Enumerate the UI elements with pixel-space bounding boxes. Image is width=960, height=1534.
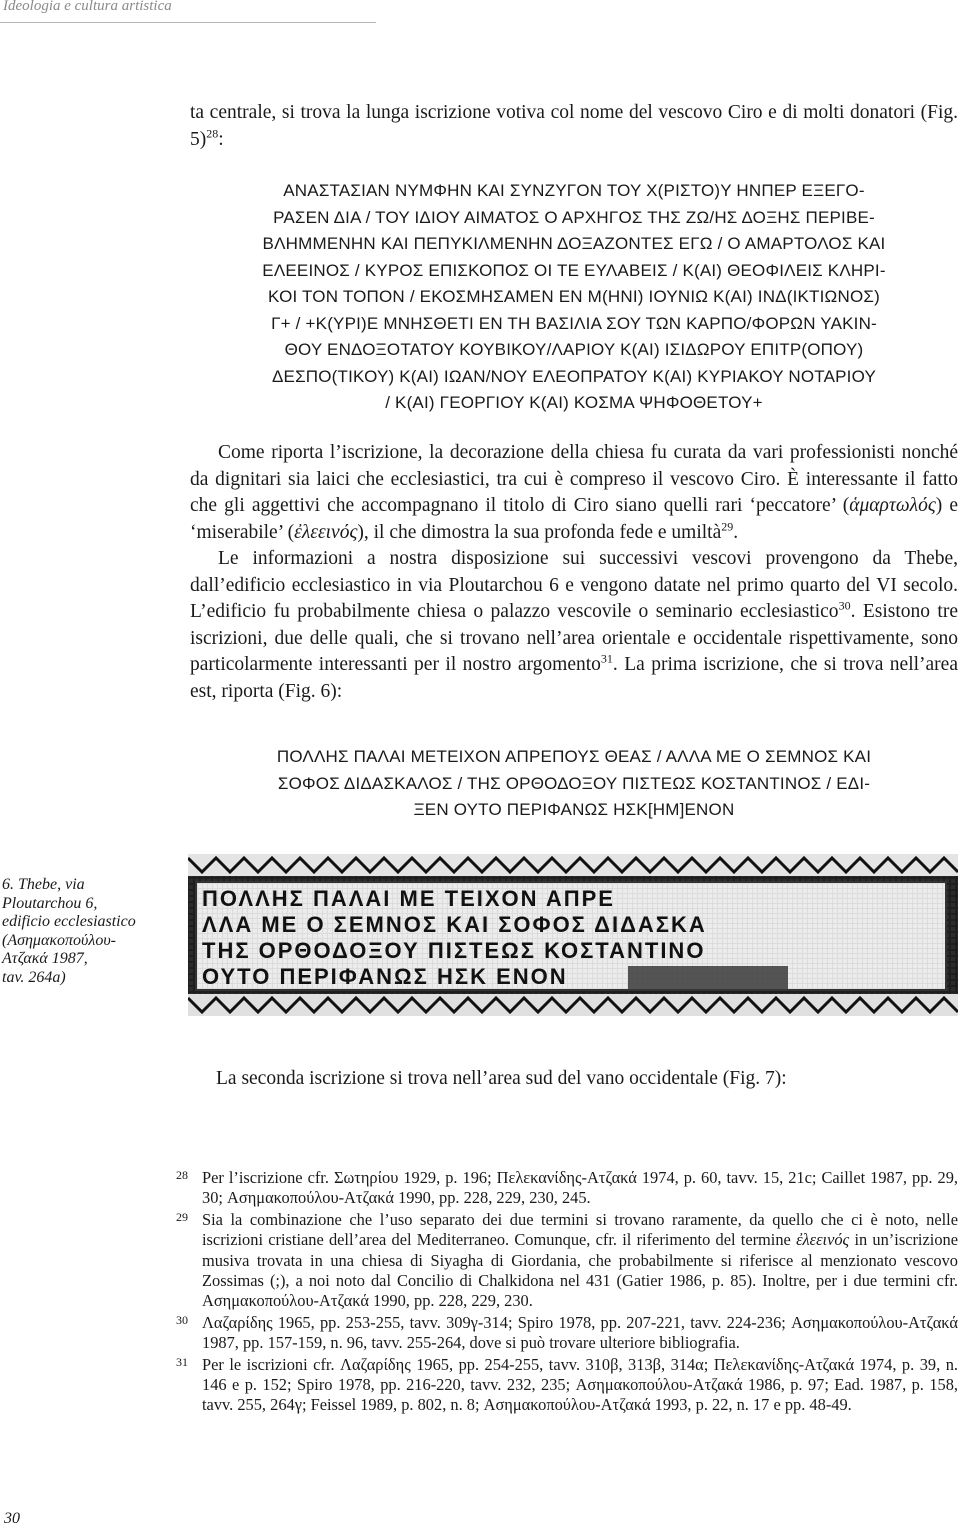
footnote-text: in un’iscrizione musiva trovata in una chiesa di Siyagha di Giordania, che probabilmente si riferisce al menzionato vescovo Zossimas (;), a noi noto dal Concilio di Chalkidona nel 431 (Gatier 1986, p. 85). Inoltre, per i due termini cfr. Ασημακοπούλου-Ατζακά 1990, pp. 228, 229, 230. [202, 1230, 958, 1311]
note-ref-28[interactable]: 28 [206, 126, 219, 140]
footnote-number: 28 [176, 1168, 188, 1182]
mosaic-text-line: ΠΟΛΛΗΣ ΠΑΛΑΙ ΜΕ ΤΕΙΧΟΝ ΑΠΡΕ [202, 886, 615, 911]
footnote-text: Sia la combinazione che l’uso separato dei due termini si trovano raramente, da quello che ci è noto, nelle iscrizioni cristiane dell’area del Mediterraneo. Comunque, cfr. il riferimento del termine [202, 1209, 958, 1250]
caption-line: (Ασημακοπούλου- [2, 931, 116, 949]
body-paragraphs [190, 440, 958, 705]
mosaic-photo [188, 854, 958, 1016]
para2-text: . La prima iscrizione, che si trova nell’area est, riporta (Fig. 6): [190, 654, 958, 702]
header-rule [0, 22, 376, 23]
caption-line: edificio ecclesiastico [2, 913, 136, 930]
inscription-line: ΘΟΥ ΕΝΔΟΞΟΤΑΤΟΥ ΚΟΥΒΙΚΟΥ/ΛΑΡΙΟΥ Κ(ΑΙ) ΙΣΙΔΩΡΟΥ ΕΠΙΤΡ(ΟΠΟΥ) [284, 340, 864, 359]
para3-text: La seconda iscrizione si trova nell’area sud del vano occidentale (Fig. 7): [216, 1068, 787, 1089]
intro-text: ta centrale, si trova la lunga iscrizione votiva col nome del vescovo Ciro e di molti donatori (Fig. 5) [190, 102, 958, 150]
inscription-line: ΡΑΣΕΝ ΔΙΑ / ΤΟΥ ΙΔΙΟΥ ΑΙΜΑΤΟΣ Ο ΑΡΧΗΓΟΣ ΤΗΣ ΖΩ/ΗΣ ΔΟΞΗΣ ΠΕΡΙΒΕ- [273, 207, 875, 227]
intro-tail: : [218, 128, 224, 150]
inscription-line: ΒΛΗΜΜΕΝΗΝ ΚΑΙ ΠΕΠΥΚΙΛΜΕΝΗΝ ΔΟΞΑΖΟΝΤΕΣ ΕΓΩ / Ο ΑΜΑΡΤΟΛΟΣ ΚΑΙ [262, 234, 886, 253]
note-ref-30[interactable]: 30 [838, 598, 851, 613]
para2-text: . Esistono tre iscrizioni, due delle quali, che si trovano nell’area orientale e occidentale rispettivamente, sono particolarmente interessanti per il nostro argomento [190, 601, 958, 675]
inscription-kostantinos [190, 744, 958, 824]
paragraph-1 [190, 440, 958, 546]
inscription-line: ΣΟΦΟΣ ΔΙΔΑΣΚΑΛΟΣ / ΤΗΣ ΟΡΘΟΔΟΞΟΥ ΠΙΣΤΕΩΣ ΚΟΣΤΑΝΤΙΝΟΣ / ΕΔΙ- [277, 773, 871, 793]
greek-term-eleeinos: ἐλεεινός [796, 1230, 850, 1250]
footnote-text: Λαζαρίδης 1965, pp. 253-255, tavv. 309γ-314; Spiro 1978, pp. 207-221, tavv. 224-236; Ασημακοπούλου-Ατζακά 1987, pp. 157-159, n. 96, tavv. 255-264, dove si può trovare ulteriore bibliografia. [202, 1312, 958, 1353]
paragraph-3 [216, 1066, 958, 1093]
mosaic-text-line: ΤΗΣ ΟΡΘΟΔΟΞΟΥ ΠΙΣΤΕΩΣ ΚΟΣΤΑΝΤΙΝΟ [202, 938, 706, 963]
caption-line: Ατζακά 1987, [2, 950, 88, 967]
inscription-line: ΕΛΕΕΙΝΟΣ / ΚΥΡΟΣ ΕΠΙΣΚΟΠΟΣ ΟΙ ΤΕ ΕΥΛΑΒΕΙΣ / Κ(ΑΙ) ΘΕΟΦΙΛΕΙΣ ΚΛΗΡΙ- [262, 260, 886, 280]
page-number: 30 [4, 1510, 20, 1527]
caption-line: 6. Thebe, via [2, 876, 85, 893]
inscription-line: ΚΟΙ ΤΟΝ ΤΟΠΟΝ / ΕΚΟΣΜΗΣΑΜΕΝ ΕΝ Μ(ΗΝΙ) ΙΟΥΝΙΩ Κ(ΑΙ) ΙΝΔ(ΙΚΤΙΩΝΟΣ) [268, 287, 880, 306]
para2-text: Le informazioni a nostra disposizione sui successivi vescovi provengono da Thebe, dall’edificio ecclesiastico in via Ploutarchou 6 e vengono datate nel primo quarto del VI secolo. L’edificio fu probabilmente chiesa o palazzo vescovile o seminario ecclesiastico [190, 548, 958, 622]
note-ref-29[interactable]: 29 [721, 519, 734, 533]
intro-paragraph [190, 100, 958, 153]
running-title: Ideologia e cultura artistica [3, 0, 172, 14]
footnote-number: 30 [176, 1312, 188, 1327]
paragraph-2 [190, 546, 958, 705]
greek-term-hamartolos: ἁμαρτωλός [849, 495, 936, 516]
footnotes [176, 1168, 958, 1417]
inscription-line: ΠΟΛΛΗΣ ΠΑΛΑΙ ΜΕΤΕΙΧΟΝ ΑΠΡΕΠΟΥΣ ΘΕΑΣ / ΑΛΛΑ ΜΕ Ο ΣΕΜΝΟΣ ΚΑΙ [276, 747, 872, 766]
footnote-text: Per l’iscrizione cfr. Σωτηρίου 1929, p. 196; Πελεκανίδης-Ατζακά 1974, p. 60, tavv. 15, 21c; Caillet 1987, pp. 29, 30; Ασημακοπούλου-Ατζακά 1990, pp. 228, 229, 230, 245. [202, 1168, 958, 1208]
mosaic-text-line: ΟΥΤΟ ΠΕΡΙΦΑΝΩΣ ΗΣΚ ΕΝΟΝ [202, 964, 568, 989]
inscription-line: Γ+ / +Κ(ΥΡΙ)Ε ΜΝΗΣΘΕΤΙ ΕΝ ΤΗ ΒΑΣΙΛΙΑ ΣΟΥ ΤΩΝ ΚΑΡΠΟ/ΦΟΡΩΝ ΥΑΚΙΝ- [271, 313, 877, 333]
figure-caption [2, 876, 162, 987]
footnote-number: 31 [176, 1354, 188, 1369]
caption-line: tav. 264a) [2, 968, 66, 986]
para1-text: . [733, 521, 739, 543]
mosaic-text-line: ΛΛΑ ΜΕ Ο ΣΕΜΝΟΣ ΚΑΙ ΣΟΦΟΣ ΔΙΔΑΣΚΑ [202, 912, 707, 937]
footnote-text: Per le iscrizioni cfr. Λαζαρίδης 1965, pp. 254-255, tavv. 310β, 313β, 314α; Πελεκανίδης-Ατζακά 1974, p. 39, n. 146 e p. 152; Spiro 1978, pp. 216-220, tavv. 232, 235; Ασημακοπούλου-Ατζακά 1986, p. 97; Ead. 1987, p. 158, tavv. 255, 264γ; Feissel 1989, p. 802, n. 8; Ασημακοπούλου-Ατζακά 1993, p. 22, n. 17 e pp. 48-49. [202, 1354, 958, 1415]
footnote-31 [176, 1355, 958, 1416]
inscription-line: / Κ(ΑΙ) ΓΕΟΡΓΙΟΥ Κ(ΑΙ) ΚΟΣΜΑ ΨΗΦΟΘΕΤΟΥ+ [385, 393, 763, 412]
para1-text: ), il che dimostra la sua profonda fede e umiltà [357, 521, 722, 543]
para1-text: ) e ‘miserabile’ ( [190, 495, 958, 543]
inscription-line: ΔΕΣΠΟ(ΤΙΚΟΥ) Κ(ΑΙ) ΙΩΑΝ/ΝΟΥ ΕΛΕΟΠΡΑΤΟΥ Κ(ΑΙ) ΚΥΡΙΑΚΟΥ ΝΟΤΑΡΙΟΥ [271, 366, 876, 386]
footnote-number: 29 [176, 1209, 188, 1224]
footnote-28 [176, 1168, 958, 1209]
footnote-30 [176, 1313, 958, 1354]
greek-term-eleeinos: ἐλεεινός [294, 521, 358, 543]
inscription-line: ΑΝΑΣΤΑΣΙΑΝ ΝΥΜΦΗΝ ΚΑΙ ΣΥΝΖΥΓΟΝ ΤΟΥ Χ(ΡΙΣΤΟ)Υ ΗΝΠΕΡ ΕΞΕΓΟ- [283, 181, 865, 200]
caption-line: Ploutarchou 6, [2, 894, 98, 912]
para1-text: Come riporta l’iscrizione, la decorazione della chiesa fu curata da vari professionisti nonché da dignitari sia laici che ecclesiastici, tra cui è compreso il vescovo Ciro. È interessante il fatto che gli aggettivi che accompagnano il titolo di Ciro siano quelli rari ‘peccatore’ ( [190, 442, 958, 516]
inscription-line: ΞΕΝ ΟΥΤΟ ΠΕΡΙΦΑΝΩΣ ΗΣΚ[ΗΜ]ΕΝΟΝ [413, 800, 735, 819]
note-ref-31[interactable]: 31 [600, 651, 613, 666]
inscription-cyrus [190, 178, 958, 417]
footnote-29 [176, 1210, 958, 1312]
